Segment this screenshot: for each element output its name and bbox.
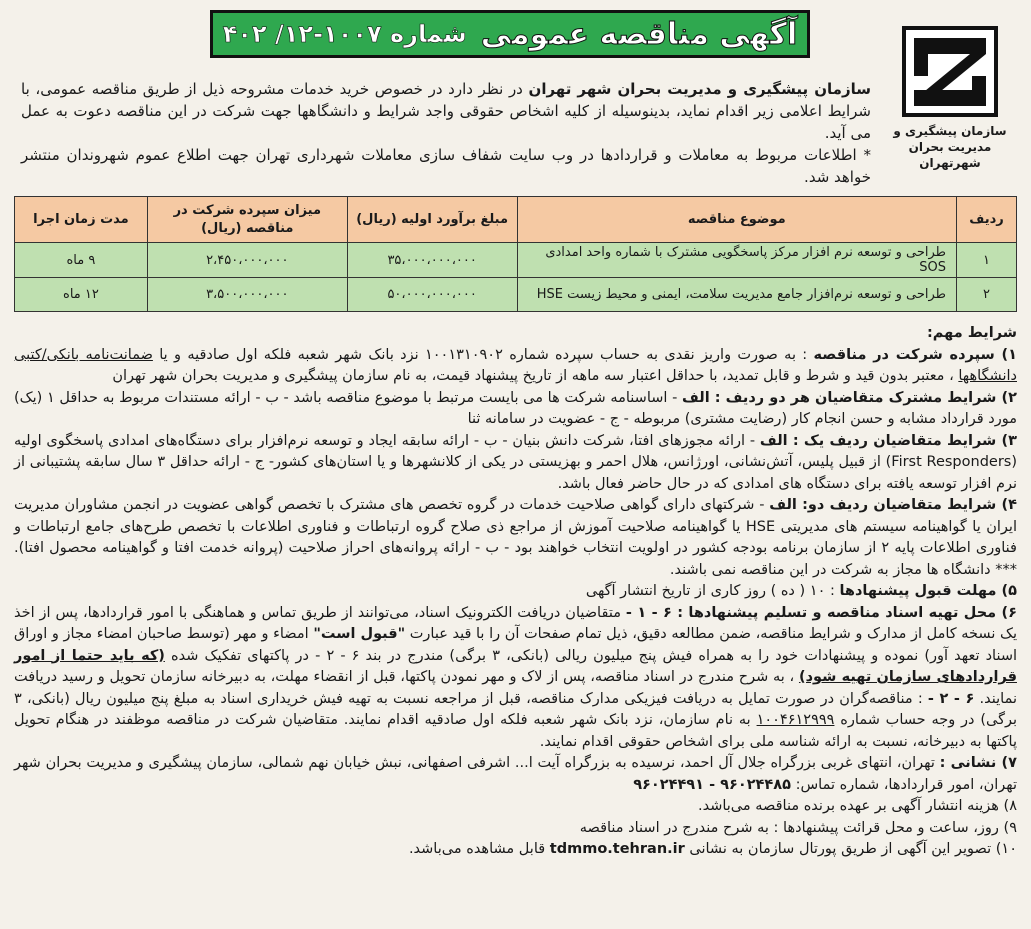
condition-3-text: - ارائه مجوزهای افتا، شرکت دانش بنیان - ب - ارائه سابقه ایجاد و توسعه نرم‌افزار برای دستگاه‌های امدادی پاسخگوی اولیه (First Responders) از قبیل پلیس، آتش‌نشانی، اورژانس، هلال احمر و بهزیستی در یکی از کلانشهرها و یا استان‌های کشور- ج - ارائه حداقل ۳ سال سابقه پشتیبانی از نرم افزار توسعه یافته برای دستگاه های امدادی که در حال حاضر فعال باشد. <box>14 432 1018 492</box>
condition-4 <box>14 495 1017 581</box>
crisis-management-logo-icon <box>900 24 1000 119</box>
portal-url: tdmmo.tehran.ir <box>549 841 685 857</box>
condition-1-text: : به صورت واریز نقدی به حساب سپرده شماره ۱۰۰۱۳۱۰۹۰۲ نزد بانک شهر شعبه فلکه اول صادقیه و یا <box>159 346 808 363</box>
condition-1-guarantee: ضمانت‌نامه بانکی/کتبی دانشگاهها <box>14 346 1017 384</box>
row-deposit: ۳،۵۰۰،۰۰۰،۰۰۰ <box>147 278 347 312</box>
intro-paragraph <box>21 78 871 188</box>
condition-6-text-5: به نام سازمان، نزد بانک شهر شعبه فلکه اول صادقیه اقدام نمایند. متقاضیان شرکت در مناقصه موظفند در هنگام تحویل پاکتها به دبیرخانه، نسبت به ارائه شناسه ملی برای اشخاص حقوقی اقدام نمایند. <box>14 712 1017 750</box>
organization-name: سازمان پیشگیری و مدیریت بحران شهر تهران <box>528 80 871 98</box>
col-deposit: میزان سپرده شرکت در مناقصه (ریال) <box>147 197 347 243</box>
condition-7 <box>14 753 1017 796</box>
condition-6-note: (که باید حتما از امور قراردادهای سازمان تهیه شود) <box>14 647 1017 685</box>
condition-5-text: : ۱۰ ( ده ) روز کاری از تاریخ انتشار آگهی <box>585 583 835 599</box>
tender-table <box>14 196 1017 312</box>
condition-6-2-heading: ۶ - ۲ - <box>927 690 975 707</box>
row-estimate: ۳۵،۰۰۰،۰۰۰،۰۰۰ <box>347 243 517 278</box>
condition-1-heading: ۱) سپرده شرکت در مناقصه <box>813 346 1017 363</box>
notice-number: شماره ۱۰۰۷-۱۲/ ۴۰۲ <box>222 20 467 48</box>
row-subject: طراحی و توسعه نرم افزار مرکز پاسخگویی مشترک با شماره واحد امدادی SOS <box>517 243 956 278</box>
organization-logo <box>885 24 1015 174</box>
row-deposit: ۲،۴۵۰،۰۰۰،۰۰۰ <box>147 243 347 278</box>
condition-7-text: تهران، انتهای غربی بزرگراه جلال آل احمد، نرسیده به بزرگراه آیت ا... اشرفی اصفهانی، نبش خیابان نهم شمالی، سازمان پیشگیری و مدیریت بحران شهر تهران، امور قراردادها، شماره تماس: <box>14 755 1017 793</box>
row-number: ۲ <box>957 278 1017 312</box>
condition-4-text: - شرکتهای دارای گواهی صلاحیت خدمات در گروه تخصص های مشترک با تخصص گواهی عضویت در انجمن مشاوران مدیریت ایران یا گواهینامه سیستم های مدیریتی HSE یا گواهینامه صلاحیت آموزش از مراجع ذی صلاح گروه ارتباطات و فناوری اطلاعات با تخصص طرح‌های جامع ارتباطات و فناوری اطلاعات پایه ۲ از سازمان برنامه بودجه کشور در اولویت انتخاب خواهند بود - ب - ارائه پروانه‌های احراز صلاحیت (پروانه خدمت افتا و گواهینامه محصول افتا). *** دانشگاه ها مجاز به شرکت در این مناقصه نمی باشند. <box>14 497 1017 578</box>
row-duration: ۹ ماه <box>15 243 148 278</box>
condition-6-text: متقاضیان دریافت الکترونیک اسناد، می‌توانند از طریق تماس و هماهنگی با امور قراردادها، پس از اخذ یک نسخه کامل از مدارک و شرایط مناقصه، ضمن مطالعه دقیق، ذیل تمام صفحات آن را با قید عبارت <box>14 604 1018 642</box>
col-subject: موضوع مناقصه <box>517 197 956 243</box>
condition-8: ۸) هزینه انتشار آگهی بر عهده برنده مناقصه می‌باشد. <box>697 798 1017 814</box>
condition-1-text-2: ، معتبر بدون قید و شرط و قابل تمدید، با حداقل اعتبار سه ماهه از تاریخ پیشنهاد قیمت، به نام سازمان پیشگیری و مدیریت بحران شهر تهران <box>112 368 954 384</box>
condition-10-text: ۱۰) تصویر این آگهی از طریق پورتال سازمان به نشانی <box>689 841 1017 857</box>
col-row: ردیف <box>957 197 1017 243</box>
condition-5-heading: ۵) مهلت قبول پیشنهادها <box>839 583 1017 599</box>
condition-7-phone: ۹۶۰۲۴۴۸۵ - ۹۶۰۲۴۴۹۱ <box>633 776 791 793</box>
table-row <box>15 278 1017 312</box>
condition-5 <box>14 581 1017 603</box>
condition-7-heading: ۷) نشانی : <box>939 755 1018 771</box>
condition-1 <box>14 345 1017 388</box>
condition-4-heading: ۴) شرایط متقاضیان ردیف دو: الف <box>769 497 1017 513</box>
condition-6-quote: "قبول است" <box>313 626 406 642</box>
col-duration: مدت زمان اجرا <box>15 197 148 243</box>
table-header-row <box>15 197 1017 243</box>
transparency-note: * اطلاعات مربوط به معاملات و قراردادها در وب سایت شفاف سازی معاملات شهرداری تهران جهت اطلاع عموم شهروندان منتشر خواهد شد. <box>21 146 871 186</box>
condition-6-text-4: : مناقصه‌گران در صورت تمایل به دریافت فیزیکی مدارک مناقصه، قبل از مراجعه نسبت به تهیه فیش خریداری اسناد به مبلغ پنج میلیون ریال (بانکی، ۳ برگی) در وجه حساب شماره <box>14 690 1018 728</box>
condition-6 <box>14 603 1017 754</box>
condition-9: ۹) روز، ساعت و محل قرائت پیشنهادها : به شرح مندرج در اسناد مناقصه <box>579 819 1017 836</box>
row-duration: ۱۲ ماه <box>15 278 148 312</box>
condition-6-account: ۱۰۰۴۶۱۲۹۹۹ <box>756 712 835 728</box>
row-estimate: ۵۰،۰۰۰،۰۰۰،۰۰۰ <box>347 278 517 312</box>
condition-10 <box>14 839 1017 861</box>
logo-caption: سازمان پیشگیری و مدیریت بحران شهرتهران <box>893 124 1007 171</box>
condition-6-heading: ۶) محل تهیه اسناد مناقصه و تسلیم پیشنهادها : ۶ - ۱ - <box>625 604 1017 621</box>
condition-2-text: - اساسنامه شرکت ها می بایست مرتبط با موضوع مناقصه باشد - ب - ارائه مستندات مربوط به حداقل ۱ (یک) مورد قرارداد مشابه و حسن انجام کار (رضایت مشتری) مربوطه - ج - عضویت در سامانه ثنا <box>14 389 1017 427</box>
condition-10-text-2: قابل مشاهده می‌باشد. <box>408 841 546 857</box>
notice-title-banner <box>210 10 810 58</box>
notice-title: آگهی مناقصه عمومی <box>480 16 798 52</box>
condition-6-text-2: امضاء و مهر (توسط صاحبان امضاء مجاز و اوراق اسناد تعهد آور) نموده و پیشنهادات خود را به همراه فیش پنج میلیون ریالی (بانکی، ۳ برگی) مندرج در بند ۶ - ۲ - در پاکتهای تفکیک شده <box>14 626 1018 664</box>
condition-2 <box>14 388 1017 431</box>
conditions-title: شرایط مهم: <box>927 325 1017 341</box>
row-subject: طراحی و توسعه نرم‌افزار جامع مدیریت سلامت، ایمنی و محیط زیست HSE <box>517 278 956 312</box>
table-row <box>15 243 1017 278</box>
row-number: ۱ <box>957 243 1017 278</box>
condition-2-heading: ۲) شرایط مشترک متقاضیان هر دو ردیف : الف <box>681 389 1017 406</box>
condition-3-heading: ۳) شرایط متقاضیان ردیف یک : الف <box>759 432 1017 449</box>
intro-text: در نظر دارد در خصوص خرید خدمات مشروحه ذیل از طریق مناقصه عمومی، با شرایط اعلامی زیر اقدام نماید، بدینوسیله از کلیه اشخاص حقوقی واجد شرایط و دانشگاهها جهت شرکت در این مناقصه دعوت به عمل می آید. <box>21 80 871 142</box>
condition-3 <box>14 431 1017 496</box>
col-estimate: مبلغ برآورد اولیه (ریال) <box>347 197 517 243</box>
conditions-section <box>14 323 1017 861</box>
condition-6-text-3: ، به شرح مندرج در اسناد مناقصه، پس از لاک و مهر نمودن پاکتها، قبل از انقضاء مهلت، به دبیرخانه سازمان تحویل و رسید دریافت نمایند. <box>14 669 1018 707</box>
